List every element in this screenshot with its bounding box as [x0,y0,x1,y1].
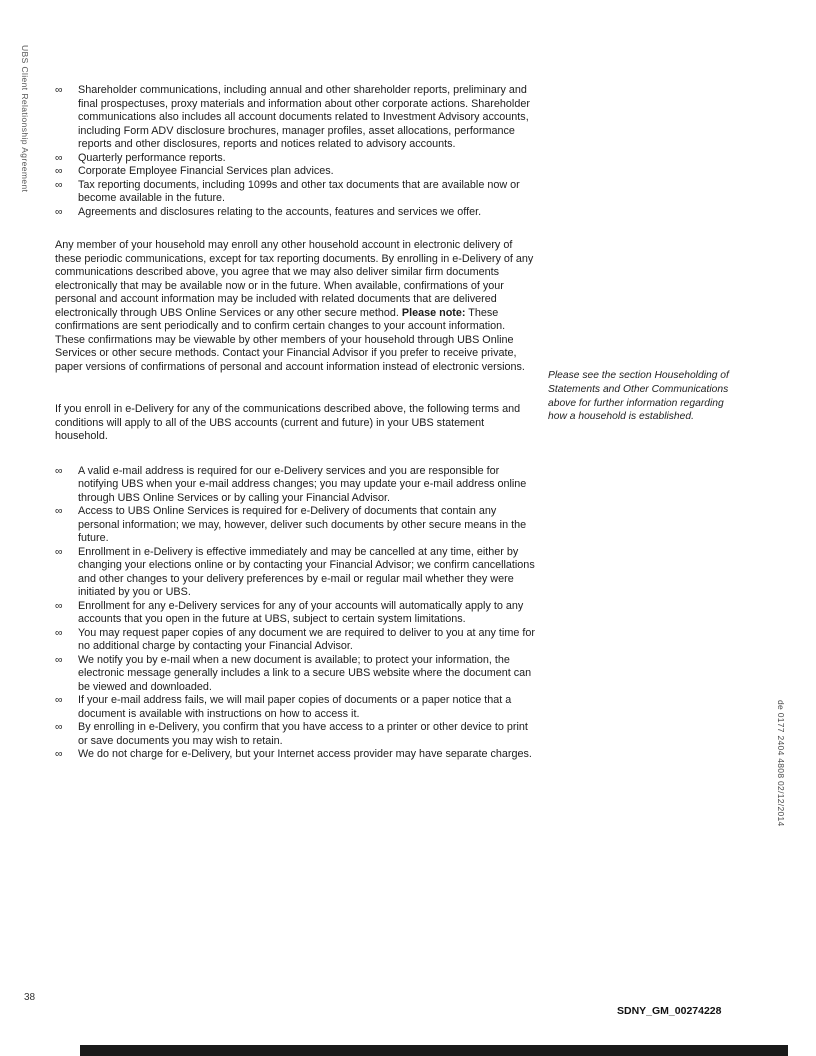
list-item [55,546,535,600]
page-number: 38 [24,992,36,1003]
list-item [55,465,535,506]
list-item [55,600,535,627]
please-note-label: Please note: [401,306,466,319]
bullet-marker: ∞ [55,748,63,760]
list-item [55,721,535,748]
bullet-list-communications [55,84,535,219]
bullet-marker: ∞ [55,84,63,96]
list-item-text: Enrollment for any e-Delivery services for any of your accounts will automatically apply to any accounts that you open in the future at UBS, subject to certain system limitations. [78,599,524,625]
bullet-marker: ∞ [55,694,63,706]
list-item-text: You may request paper copies of any document we are required to deliver to you at any time for no additional charge by contacting your Financial Advisor. [78,626,535,652]
bullet-marker: ∞ [55,653,63,666]
main-text-column [55,84,535,762]
list-item [55,84,535,152]
paragraph-household-enrollment [55,239,535,374]
list-item-text: A valid e-mail address is required for our e-Delivery services and you are responsible for notifying UBS when your e-mail address changes; you may update your e-mail address online through UBS Online Services or by calling your Financial Advisor. [78,464,527,504]
paragraph-text: These confirmations are sent periodically and to confirm certain changes to your account information. These confirmations may be viewable by other members of your household through UBS Online Services or other secure methods. Contact your Financial Advisor if you prefer to receive private, paper versions of confirmations of personal and account information instead of electronic versions. [55,306,525,373]
list-item [55,748,535,762]
list-item-text: We notify you by e-mail when a new document is available; to protect your information, the electronic message generally includes a link to a secure UBS website where the document can be viewed and downloaded. [78,653,532,693]
footer-bar [80,1045,788,1056]
bullet-marker: ∞ [55,464,63,477]
list-item-text: Enrollment in e-Delivery is effective immediately and may be cancelled at any time, either by changing your elections online or by contacting your Financial Advisor; we confirm cancellations and other changes to your delivery preferences by e-mail or regular mail whether they were initiated by you or UBS. [78,545,535,598]
list-item [55,165,535,179]
list-item-text: If your e-mail address fails, we will mail paper copies of documents or a paper notice that a document is available with instructions on how to access it. [78,694,512,720]
list-item [55,206,535,220]
bullet-marker: ∞ [55,721,63,733]
list-item [55,152,535,166]
list-item-text: Agreements and disclosures relating to the accounts, features and services we offer. [78,205,482,218]
bullet-list-edelivery-terms [55,465,535,762]
bullet-marker: ∞ [55,205,63,218]
bullet-marker: ∞ [55,151,63,164]
bates-number: SDNY_GM_00274228 [617,1005,722,1017]
list-item [55,654,535,695]
paragraph-edelivery-terms-intro: If you enroll in e-Delivery for any of the communications described above, the following terms and conditions will apply to all of the UBS accounts (current and future) in your UBS statement household. [55,403,521,442]
bullet-marker: ∞ [55,545,63,558]
bullet-marker: ∞ [55,505,63,517]
list-item [55,179,535,206]
list-item [55,694,535,721]
margin-note-householding: Please see the section Householding of Statements and Other Communications above for further information regarding how a household is established. [548,370,729,423]
list-item-text: Access to UBS Online Services is required for e-Delivery of documents that contain any personal information; we may, however, deliver such documents by other secure means in the future. [78,505,527,544]
list-item-text: Shareholder communications, including annual and other shareholder reports, preliminary and final prospectuses, proxy materials and information about other corporate actions. Shareholder communications also includes all account documents related to Investment Advisory accounts, including Form ADV disclosure brochures, manager profiles, asset allocations, performance reports and other disclosures, reports and notices related to advisory accounts. [78,84,530,150]
list-item-text: Quarterly performance reports. [78,151,226,164]
bullet-marker: ∞ [55,165,63,177]
bullet-marker: ∞ [55,178,63,191]
paragraph-text: Any member of your household may enroll any other household account in electronic delivery of these periodic communications, except for tax reporting documents. By enrolling in e-Delivery of any communications described above, you agree that we may also deliver similar firm documents electronically that may be available now or in the future. When available, confirmations of your personal and account information may be included with related documents that are delivered electronically through UBS Online Services or any other secure method. [55,239,534,319]
list-item-text: Corporate Employee Financial Services plan advices. [78,165,334,177]
list-item-text: Tax reporting documents, including 1099s and other tax documents that are available now or become available in the future. [78,178,520,204]
list-item [55,627,535,654]
bullet-marker: ∞ [55,626,63,639]
list-item-text: By enrolling in e-Delivery, you confirm that you have access to a printer or other device to print or save documents you may wish to retain. [78,721,528,747]
left-margin-vertical-text: UBS Client Relationship Agreement [20,45,30,193]
list-item [55,505,535,546]
bullet-marker: ∞ [55,599,63,612]
right-margin-vertical-text: de 0177 2404 4808 02/12/2014 [776,700,786,827]
list-item-text: We do not charge for e-Delivery, but your Internet access provider may have separate charges. [78,748,532,760]
